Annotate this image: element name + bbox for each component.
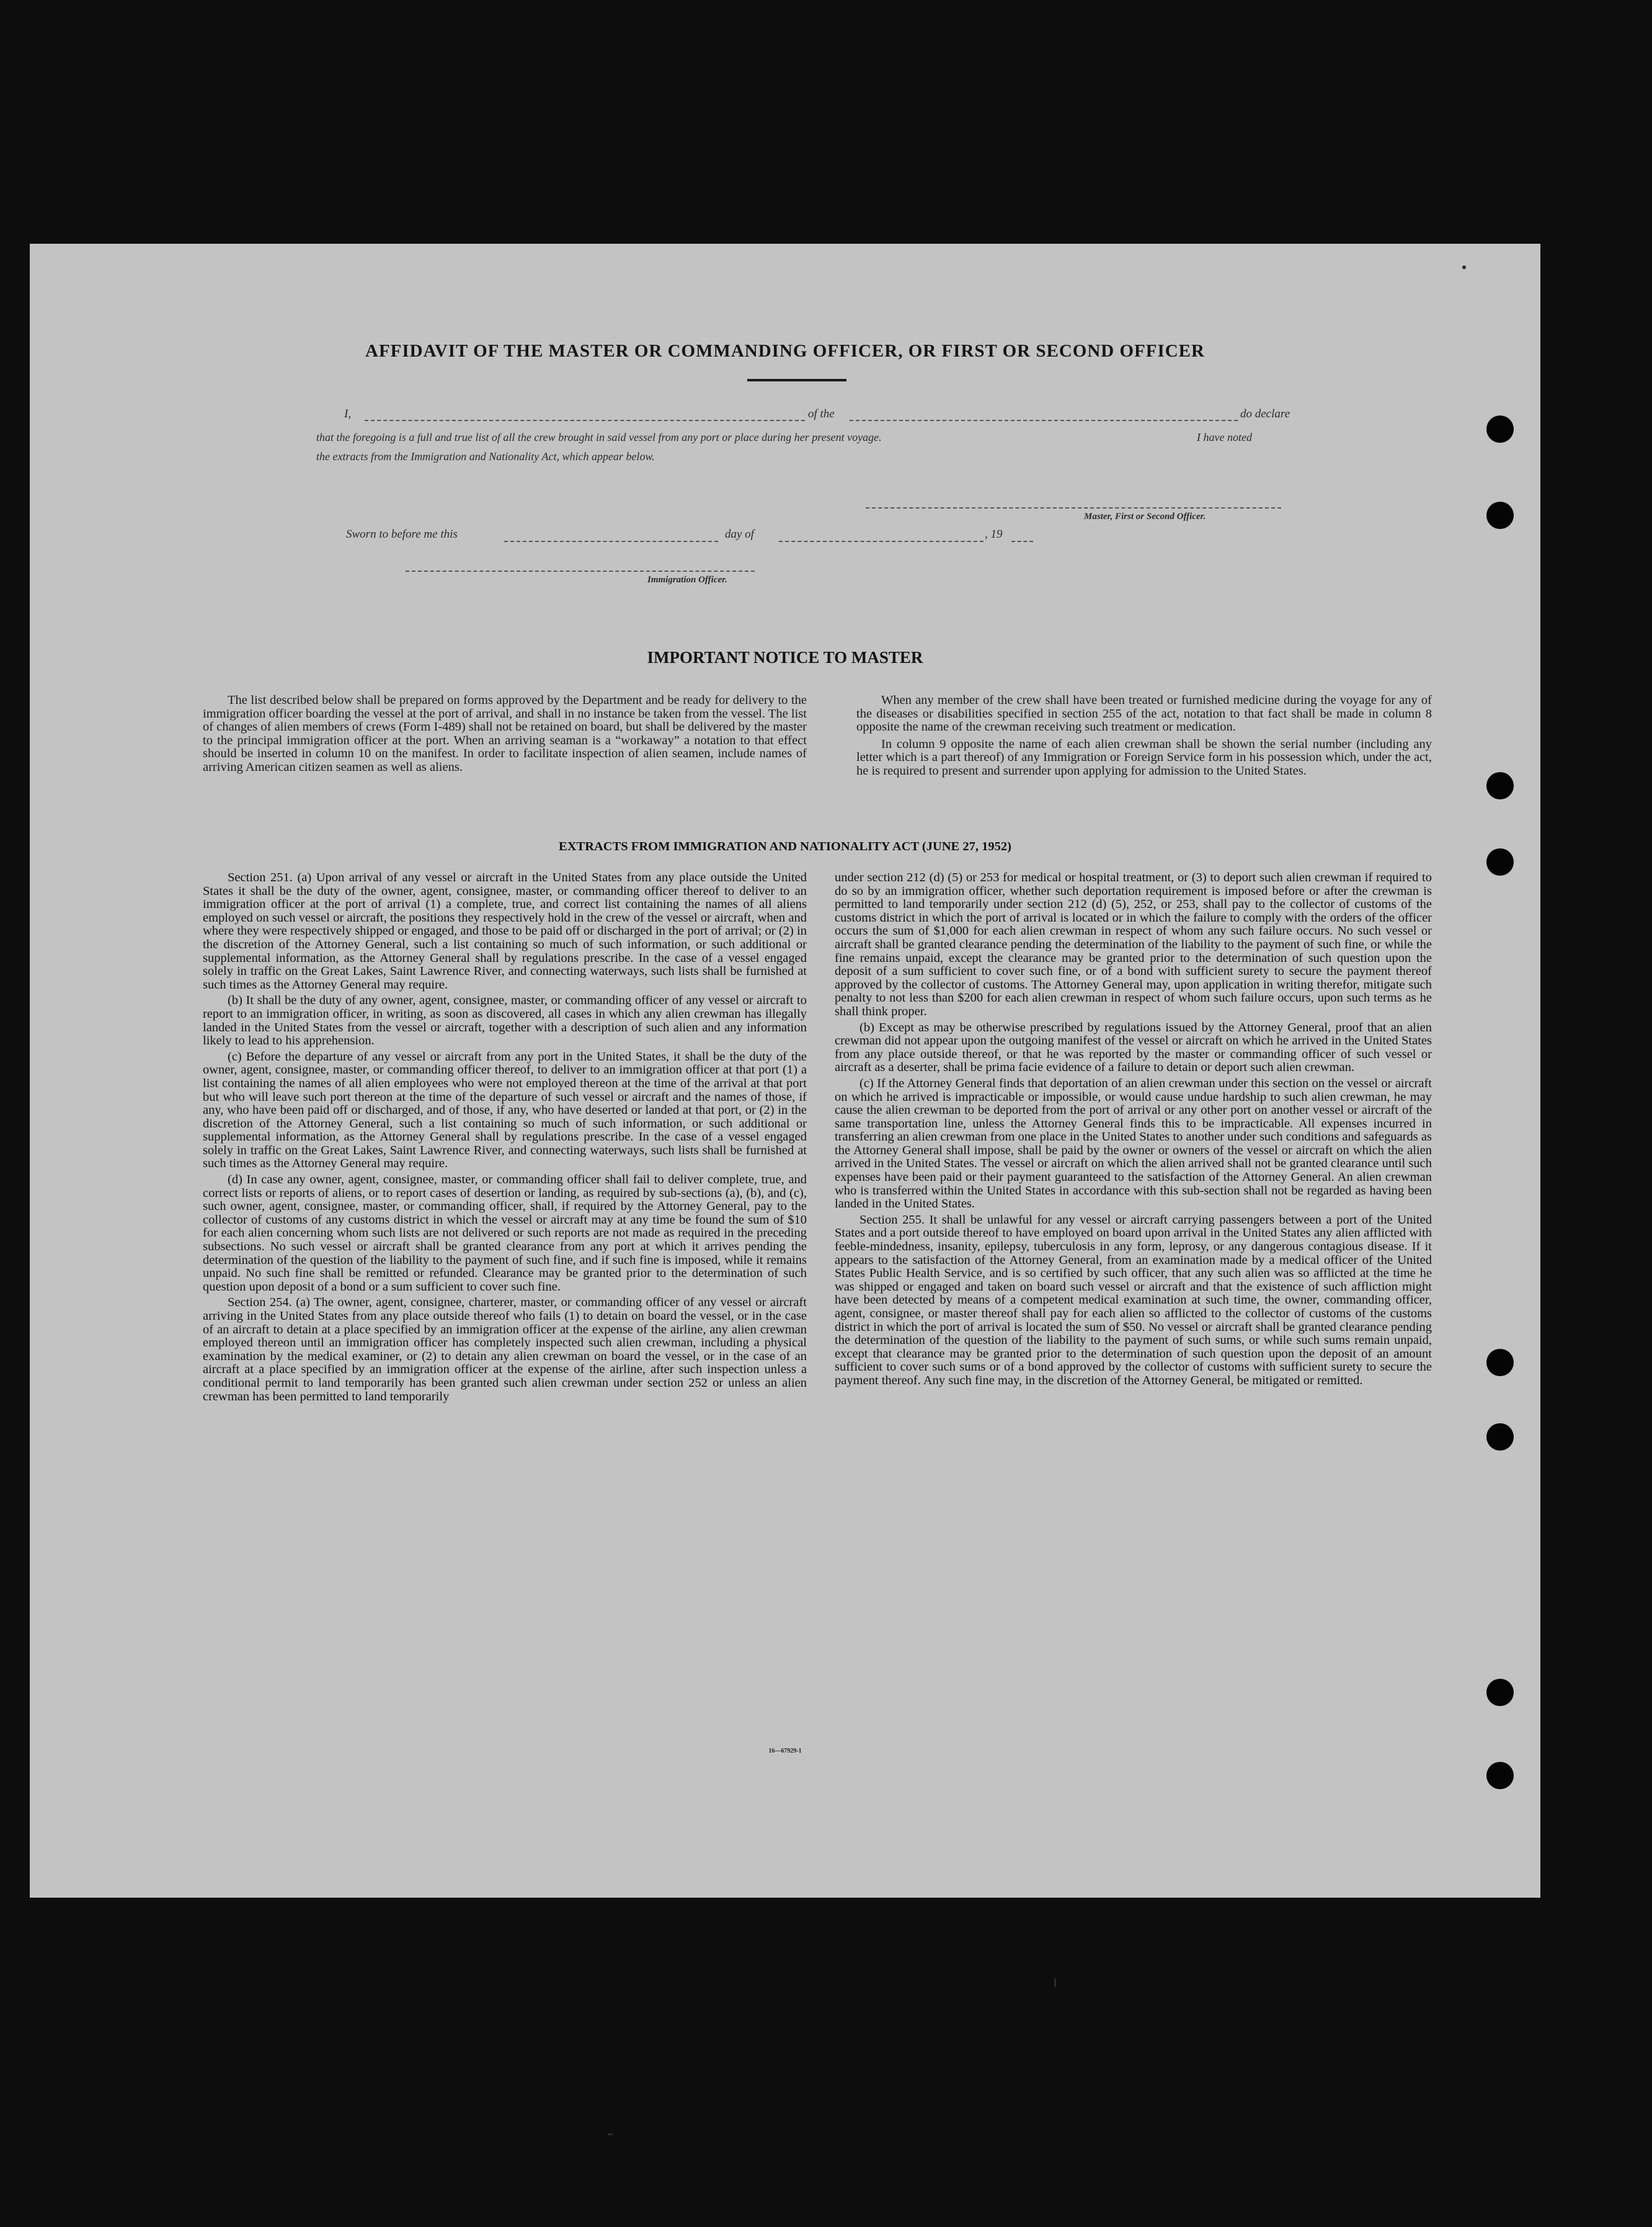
vessel-field-line[interactable] xyxy=(850,420,1238,421)
punch-hole xyxy=(1486,502,1514,529)
section-255: Section 255. It shall be unlawful for any vessel or aircraft carrying passengers between a port of the United States and a port outside thereof to have employed on board upon arrival in the United States any alien afflicted with feeble-mindedness, insanity, epilepsy, tuberculosis in any form, leprosy, or any dangerous contagious disease. If it appears to the satisfaction of the Attorney General, from an examination made by a medical officer of the United States Public Health Service, and is so certified by such officer, that any such alien was so afflicted at the time he was shipped or engaged and taken on board such vessel or aircraft and that the existence of such affliction might have been detected by means of a competent medical examination at such time, the owner, commanding officer, agent, consignee, or master thereof shall pay for each alien so afflicted to the collector of customs of the customs district in which the port of arrival is located the sum of $50. No vessel or aircraft shall be granted clearance pending the determination of the question of the liability to the payment of such sums, or while such sums remain unpaid, except that clearance may be granted prior to the determination of such question upon the deposit of an amount sufficient to cover such sums or of a bond approved by the collector of customs with sufficient surety to secure the payment thereof. Any such fine may, in the discretion of the Attorney General, be mitigated or remitted. xyxy=(835,1212,1432,1387)
notice-paragraph: The list described below shall be prepared on forms approved by the Department and be ready for delivery to the immigration officer boarding the vessel at the port of arrival, and shall in no instance be taken from the vessel. The list of changes of alien members of crews (Form I-489) shall not be retained on board, but shall be delivered by the master to the principal immigration officer at the port. When an arriving seaman is a “workaway” a notation to that effect should be inserted in column 10 on the manifest. In order to facilitate inspection of alien seamen, include names of arriving American citizen seamen as well as aliens. xyxy=(203,693,807,774)
section-254-b: (b) Except as may be otherwise prescribed by regulations issued by the Attorney General, proof that an alien crewman did not appear upon the outgoing manifest of the vessel or aircraft on which he arrived in the United States from any place outside thereof, or that he was reported by the master or commanding officer of such vessel or aircraft as a deserter, shall be prima facie evidence of a failure to detain or deport such alien crewman. xyxy=(835,1020,1432,1075)
officer-signature-caption: Immigration Officer. xyxy=(647,575,727,585)
master-signature-line[interactable] xyxy=(866,507,1281,509)
notice-left-column xyxy=(203,694,807,778)
section-254-c: (c) If the Attorney General finds that deportation of an alien crewman under this section on the vessel or aircraft on which he arrived is impracticable or impossible, or would cause undue hardship to such alien crewman, he may cause the alien crewman to be deported from the port of arrival or any other port on another vessel or aircraft of the same transportation line, unless the Attorney General finds this to be impracticable. All expenses incurred in transferring an alien crewman from one place in the United States to another under such conditions and safeguards as the Attorney General shall impose, shall be paid by the owner or owners of the vessel or aircraft on which the alien arrived in the United States. The vessel or aircraft on which the alien arrived shall not be granted clearance until such expenses have been paid or their payment guaranteed to the satisfaction of the Attorney General. An alien crewman who is transferred within the United States in accordance with this sub-section shall not be regarded as having been landed in the United States. xyxy=(835,1076,1432,1211)
declaration-line-2-end: I have noted xyxy=(1197,431,1252,443)
section-251-b: (b) It shall be the duty of any owner, agent, consignee, master, or commanding officer of any vessel or aircraft to report to an immigration officer, in writing, as soon as discovered, all cases in which any alien crewman has illegally landed in the United States from the vessel or aircraft, together with a description of such alien and any information likely to lead to his apprehension. xyxy=(203,993,807,1048)
master-signature-caption: Master, First or Second Officer. xyxy=(1084,512,1206,522)
of-the-label: of the xyxy=(808,407,835,420)
sworn-label: Sworn to before me this xyxy=(346,528,458,541)
section-251-c: (c) Before the departure of any vessel or aircraft from any port in the United States, it shall be the duty of the owner, agent, consignee, master, or commanding officer thereof, to deliver to an immigration officer at that port (1) a list containing the names of all alien employees who were not employed thereon at the time of the arrival at that port but who will leave such port thereon at the time of the departure of such vessel or aircraft and the names of those, if any, who have been paid off or discharged, and of those, if any, who have deserted or landed at that port, or (2) in the discretion of the Attorney General, such a list containing so much of such information, or such additional or supplemental information, as the Attorney General shall by regulations prescribe. In the case of a vessel engaged solely in traffic on the Great Lakes, Saint Lawrence River, and connecting waterways, such lists shall be furnished at such times as the Attorney General may require. xyxy=(203,1049,807,1171)
year-label: , 19 xyxy=(985,528,1003,541)
sworn-month-line[interactable] xyxy=(779,541,984,542)
sworn-date-line[interactable] xyxy=(504,541,718,542)
section-251-a: Section 251. (a) Upon arrival of any vessel or aircraft in the United States from any place outside the United States it shall be the duty of the owner, agent, consignee, master, or commanding officer thereof to deliver to an immigration officer at the port of arrival (1) a complete, true, and correct list containing the names of all aliens employed on such vessel or aircraft, the positions they respectively hold in the crew of the vessel or aircraft, when and where they were respectively shipped or engaged, and those to be paid off or discharged in the port of arrival; or (2) in the discretion of the Attorney General, such a list containing so much of such information, or such additional or supplemental information, as the Attorney General shall by regulations prescribe. In the case of a vessel engaged solely in traffic on the Great Lakes, Saint Lawrence River, and connecting waterways, such lists shall be furnished at such times as the Attorney General may require. xyxy=(203,871,807,992)
officer-signature-line[interactable] xyxy=(406,571,755,572)
dust-speck xyxy=(1462,265,1466,269)
declaration-line-3: the extracts from the Immigration and Nationality Act, which appear below. xyxy=(316,450,655,463)
punch-hole xyxy=(1486,1762,1514,1789)
dust-speck xyxy=(1054,1978,1056,1987)
notice-heading: IMPORTANT NOTICE TO MASTER xyxy=(647,648,923,667)
sworn-year-line[interactable] xyxy=(1011,541,1033,542)
punch-hole xyxy=(1486,1349,1514,1376)
day-of-label: day of xyxy=(725,528,754,541)
affidavit-i-label: I, xyxy=(344,407,352,420)
notice-right-column xyxy=(856,694,1432,782)
form-page xyxy=(30,244,1540,1898)
notice-paragraph: When any member of the crew shall have been treated or furnished medicine during the voyage for any of the diseases or disabilities specified in section 255 of the act, notation to that fact shall be made in column 8 opposite the name of the crewman receiving such treatment or medication. xyxy=(856,693,1432,734)
notice-paragraph: In column 9 opposite the name of each alien crewman shall be shown the serial number (including any letter which is a part thereof) of any Immigration or Foreign Service form in his possession which, under the act, he is required to present and surrender upon applying for admission to the United States. xyxy=(856,737,1432,778)
extracts-right-column xyxy=(835,871,1432,1390)
section-254-a: Section 254. (a) The owner, agent, consignee, charterer, master, or commanding officer of any vessel or aircraft arriving in the United States from any place outside thereof who fails (1) to detain on board the vessel, or in the case of an aircraft to detain at a place specified by an immigration officer at the expense of the airline, any alien crewman employed thereon until an immigration officer has completely inspected such alien crewman, including a physical examination by the medical examiner, or (2) to detain any alien crewman on board the vessel, or in the case of an aircraft at a place specified by an immigration officer at the expense of the airline, after such inspection unless a conditional permit to land temporarily has been granted such alien crewman under section 252 or unless an alien crewman has been permitted to land temporarily xyxy=(203,1296,807,1403)
extracts-left-column xyxy=(203,871,807,1406)
punch-hole xyxy=(1486,1423,1514,1451)
declaration-line-2: that the foregoing is a full and true list of all the crew brought in said vessel from any port or place during her present voyage. xyxy=(316,431,882,443)
extracts-heading: EXTRACTS FROM IMMIGRATION AND NATIONALITY ACT (JUNE 27, 1952) xyxy=(559,840,1011,853)
affidavit-title: AFFIDAVIT OF THE MASTER OR COMMANDING OFFICER, OR FIRST OR SECOND OFFICER xyxy=(365,341,1205,361)
title-underline xyxy=(747,379,846,381)
punch-hole xyxy=(1486,416,1514,443)
form-number: 16—67929-1 xyxy=(768,1748,802,1754)
section-254-a-continued: under section 212 (d) (5) or 253 for medical or hospital treatment, or (3) to deport such alien crewman if required to do so by an immigration officer, whether such deportation requirement is imposed before or after the crewman is permitted to land temporarily under section 212 (d) (5), 252, or 253, shall pay to the collector of customs of the customs district in which the port of arrival is located or in which the failure to comply with the orders of the officer occurs the sum of $1,000 for each alien crewman in respect of whom any such failure occurs. No such vessel or aircraft shall be granted clearance pending the determination of the liability to the payment of such fine, or while the fine remains unpaid, except the clearance may be granted prior to the determination of such question upon the deposit of a sum sufficient to cover such fine, or of a bond with sufficient surety to secure the payment thereof approved by the collector of customs. The Attorney General may, upon application in writing therefor, mitigate such penalty to not less than $200 for each alien crewman in respect of whom such failure occurs, upon such terms as he shall think proper. xyxy=(835,871,1432,1018)
section-251-d: (d) In case any owner, agent, consignee, master, or commanding officer shall fail to deliver complete, true, and correct lists or reports of aliens, or to report cases of desertion or landing, as required by sub-sections (a), (b), and (c), such owner, agent, consignee, master, or commanding officer, shall, if required by the Attorney General, pay to the collector of customs of any customs district in which the vessel or aircraft may at any time be found the sum of $10 for each alien concerning whom such lists are not delivered or such reports are not made as required in the preceding subsections. No such vessel or aircraft shall be granted clearance from any port at which it arrives pending the determination of the question of the liability to the payment of such fine, and if such fine is imposed, while it remains unpaid. No such fine shall be remitted or refunded. Clearance may be granted prior to the determination of such question upon deposit of a bond or a sum sufficient to cover such fine. xyxy=(203,1173,807,1294)
punch-hole xyxy=(1486,772,1514,799)
do-declare-label: do declare xyxy=(1240,407,1290,420)
dust-speck xyxy=(608,2133,613,2135)
name-field-line[interactable] xyxy=(365,420,805,421)
punch-hole xyxy=(1486,1679,1514,1706)
